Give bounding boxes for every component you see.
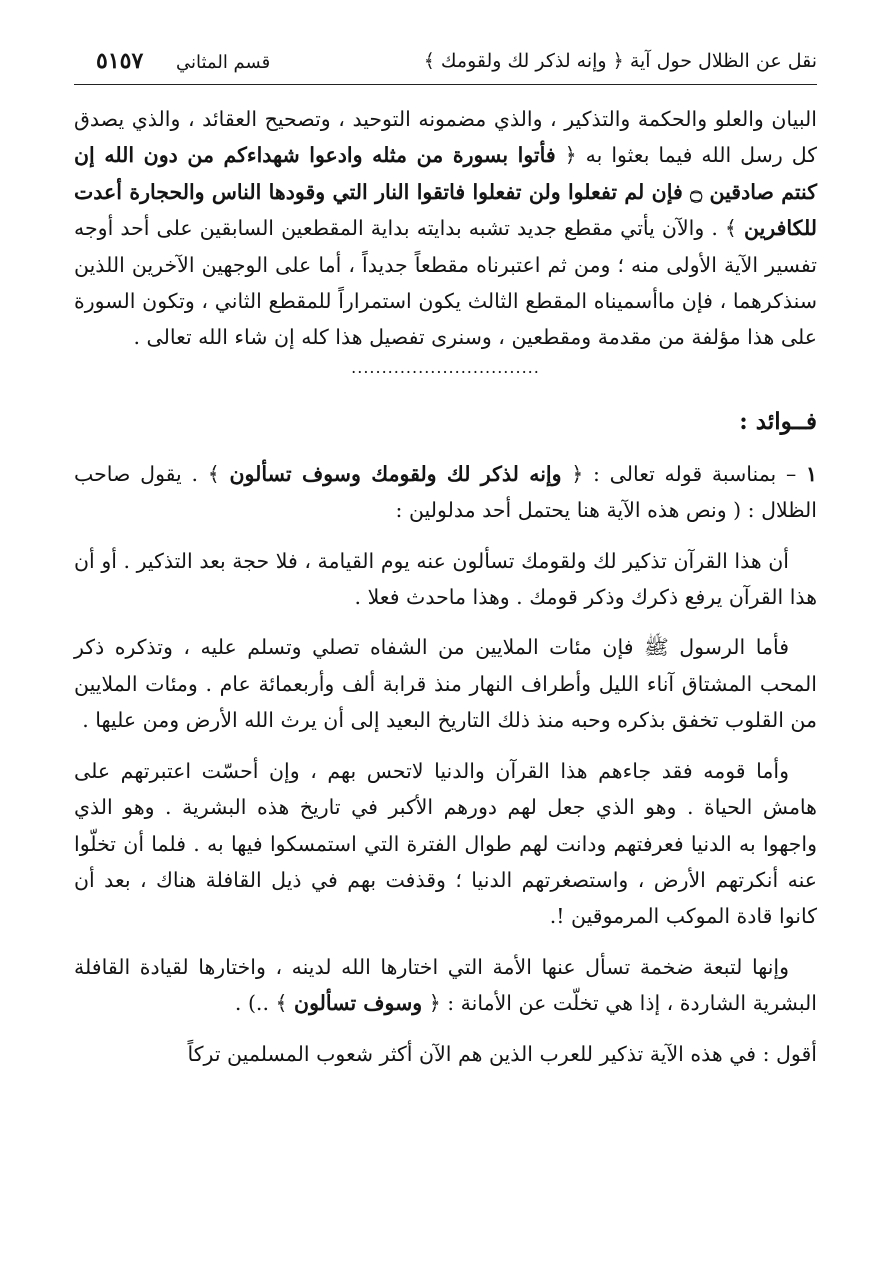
paragraph-3: أن هذا القرآن تذكير لك ولقومك تسألون عنه يوم القيامة ، فلا حجة بعد التذكير . أو أن هذا القرآن يرفع ذكرك وذكر قومك . وهذا ماحدث فعلا .: [74, 548, 817, 610]
part-label: قسم المثاني: [176, 52, 271, 73]
quran-quote-1: فأتوا بسورة من مثله وادعوا شهداءكم من دون الله إن كنتم صادقين ۝ فإن لم تفعلوا ولن تفعلوا فاتقوا النار التي وقودها الناس والحجارة أعدت للكافرين: [74, 143, 817, 241]
paragraph-6-text-b: ﴾ ..) .: [234, 991, 295, 1016]
running-title: نقل عن الظلال حول آية ﴿ وإنه لذكر لك ولقومك ﴾: [423, 50, 817, 72]
page-body: [74, 101, 817, 1072]
item-number: ١: [805, 461, 817, 486]
quran-quote-3: وسوف تسألون: [294, 991, 423, 1016]
paragraph-4: فأما الرسول ﷺ فإن مئات الملايين من الشفاه تصلي وتسلم عليه ، وتذكره ذكر المحب المشتاق آناء الليل وأطراف النهار منذ قرابة ألف وأربعمائة عام . ومئات الملايين من القلوب تخفق بذكره وحبه منذ ذلك التاريخ البعيد إلى أن يرث الله الأرض ومن عليها .: [74, 635, 817, 733]
paragraph-6: [74, 949, 817, 1022]
paragraph-2-text-b: ﴾ . يقول صاحب الظلال : ( ونص هذه الآية هنا يحتمل أحد مدلولين :: [74, 461, 817, 523]
paragraph-5: وأما قومه فقد جاءهم هذا القرآن والدنيا لاتحس بهم ، وإن أحسّت اعتبرتهم على هامش الحياة . وهو الذي جعل لهم دورهم الأكبر في تاريخ هذه البشرية . وهو الذي واجهوا به الدنيا فعرفتهم ودانت لهم طوال الفترة التي استمسكوا فيها به . فلما أن تخلّوا عنه أنكرتهم الأرض ، واستصغرتهم الدنيا ؛ وقذفت بهم في ذيل القافلة هناك ، بعد أن كانوا قادة الموكب المرموقين !.: [74, 758, 817, 929]
paragraph-1-text-b: ﴾ . والآن يأتي مقطع جديد تشبه بدايته بداية المقطعين السابقين على أحد أوجه تفسير الآية الأولى منه ؛ ومن ثم اعتبرناه مقطعاً جديداً ، أما على الوجهين الآخرين اللذين سنذكرهما ، فإن ماأسميناه المقطع الثالث يكون استمراراً للمقطع الثاني ، وتكون السورة على هذا مؤلفة من مقدمة ومقطعين ، وسنرى تفصيل هذا كله إن شاء الله تعالى .: [74, 216, 817, 350]
paragraph-2: [74, 456, 817, 529]
paragraph-2-text-a: – بمناسبة قوله تعالى : ﴿: [561, 461, 806, 486]
fawaid-heading: فــوائد :: [739, 407, 817, 435]
page-header: [74, 40, 817, 85]
paragraph-1: [74, 101, 817, 356]
paragraph-1-text-a: البيان والعلو والحكمة والتذكير ، والذي مضمونه التوحيد ، وتصحيح العقائد ، والذي يصدق كل رسل الله فيما بعثوا به ﴿: [74, 107, 817, 168]
paragraph-6-text-a: وإنها لتبعة ضخمة تسأل عنها الأمة التي اختارها الله لدينه ، واختارها لقيادة القافلة البشرية الشاردة ، إذا هي تخلّت عن الأمانة : ﴿: [74, 954, 817, 1016]
quran-quote-2: وإنه لذكر لك ولقومك وسوف تسألون: [229, 461, 562, 486]
page-number: ٥١٥٧: [96, 48, 144, 74]
section-separator: ...............................: [351, 357, 540, 377]
paragraph-7: أقول : في هذه الآية تذكير للعرب الذين هم الآن أكثر شعوب المسلمين تركاً: [187, 1041, 817, 1066]
